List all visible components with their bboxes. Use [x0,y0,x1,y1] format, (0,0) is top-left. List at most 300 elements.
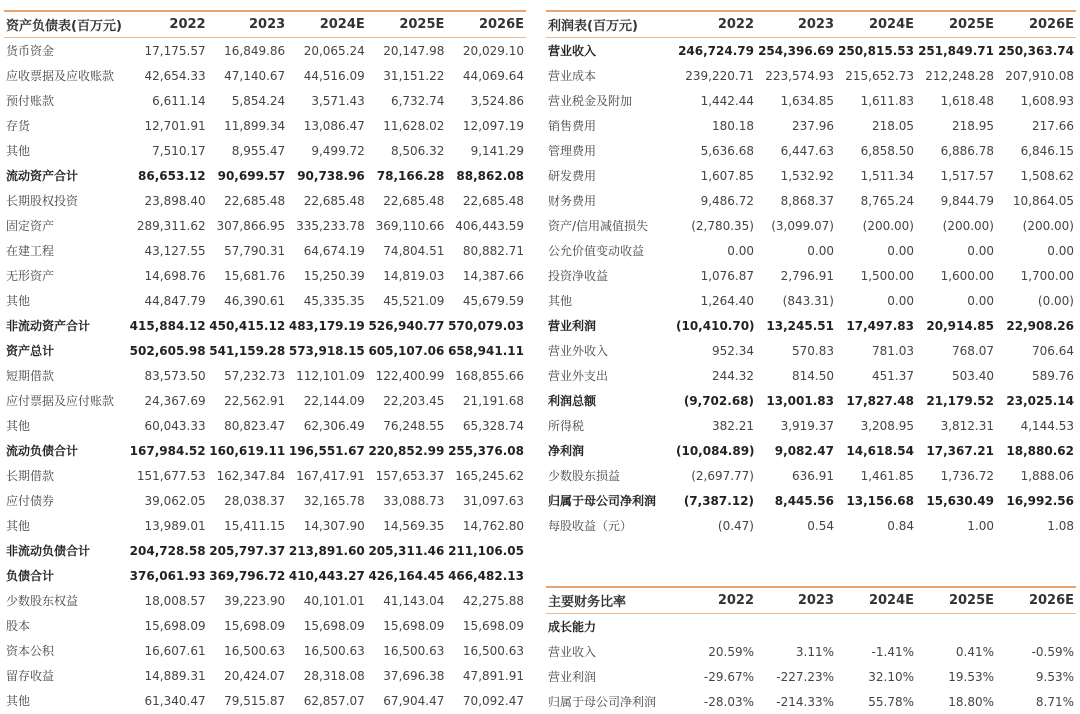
row-label: 营业外收入 [548,344,609,358]
ratios-rows [546,639,1076,714]
row-value: 28,318.08 [303,668,365,683]
row-value: 246,724.79 [678,43,754,58]
table-row [546,163,1076,188]
income-statement-panel [546,10,1076,538]
row-value: 4,144.53 [1020,418,1074,433]
row-value: 21,191.68 [462,393,524,408]
ratios-panel [546,586,1076,714]
row-label: 非流动资产合计 [6,319,91,333]
row-value: (200.00) [1022,218,1074,233]
row-value: 376,061.93 [129,568,206,583]
row-value: 1,076.87 [700,268,754,283]
row-value: 20.59% [708,644,754,659]
row-label: 流动负债合计 [6,444,79,458]
income-year: 2024E [836,11,916,38]
income-title: 利润表(百万元) [546,11,676,38]
row-label: 应收票据及应收账款 [6,69,115,83]
row-value: 0.41% [955,644,994,659]
row-value: -214.33% [776,694,834,709]
income-year: 2022 [676,11,756,38]
row-value: 0.00 [967,293,994,308]
table-row [4,238,526,263]
row-value: 43,127.55 [144,243,206,258]
row-value: 24,367.69 [144,393,206,408]
row-value: 450,415.12 [209,318,286,333]
row-value: 1,508.62 [1020,168,1074,183]
row-label: 存货 [6,119,31,133]
row-value: 31,151.22 [383,68,445,83]
row-value: 8,765.24 [860,193,914,208]
row-value: 55.78% [868,694,914,709]
row-value: 573,918.15 [288,343,365,358]
row-value: 8,445.56 [774,493,834,508]
row-value: 589.76 [1032,368,1074,383]
row-value: (843.31) [782,293,834,308]
row-label: 研发费用 [548,169,597,183]
row-value: 503.40 [952,368,994,383]
row-value: 1.08 [1047,518,1074,533]
row-label: 流动资产合计 [6,169,79,183]
row-value: 251,849.71 [918,43,994,58]
row-value: 502,605.98 [129,343,206,358]
row-value: 20,424.07 [224,668,286,683]
row-value: 45,521.09 [383,293,445,308]
row-value: 250,815.53 [838,43,914,58]
row-value: 62,857.07 [303,693,365,708]
row-value: 6,732.74 [390,93,445,108]
row-value: 9,082.47 [774,443,834,458]
table-row [546,513,1076,538]
row-value: 46,390.61 [224,293,286,308]
row-label: 销售费用 [548,119,597,133]
row-value: 70,092.47 [462,693,524,708]
row-value: 18,008.57 [144,593,206,608]
row-label: 长期股权投资 [6,194,79,208]
table-row [4,313,526,338]
row-value: 21,179.52 [926,393,994,408]
row-label: 资产/信用减值损失 [548,219,649,233]
row-value: 20,065.24 [303,43,365,58]
row-value: 636.91 [792,468,834,483]
row-label: 股本 [6,619,31,633]
row-value: 254,396.69 [758,43,834,58]
table-row [4,488,526,513]
row-value: 9,141.29 [470,143,524,158]
row-value: 40,101.01 [303,593,365,608]
row-value: 90,738.96 [297,168,365,183]
row-value: 39,062.05 [144,493,206,508]
row-value: 205,311.46 [368,543,445,558]
row-value: 160,619.11 [209,443,286,458]
row-value: 207,910.08 [1005,68,1074,83]
row-value: 32.10% [868,669,914,684]
row-value: 0.84 [887,518,914,533]
row-label: 营业收入 [548,645,597,659]
row-value: 0.00 [807,243,834,258]
balance-body [4,38,526,714]
balance-sheet-panel [4,10,526,713]
ratios-year: 2024E [836,587,916,614]
row-value: -28.03% [703,694,754,709]
row-value: 570.83 [792,343,834,358]
row-value: 8,955.47 [231,143,286,158]
table-row [546,689,1076,714]
row-value: 0.00 [727,243,754,258]
row-value: 570,079.03 [448,318,524,333]
row-value: 112,101.09 [296,368,365,383]
row-value: 244.32 [712,368,754,383]
row-value: 167,417.91 [296,468,365,483]
table-row [4,613,526,638]
ratios-table [546,586,1076,714]
row-value: -29.67% [703,669,754,684]
row-value: 15,698.09 [144,618,206,633]
row-value: 250,363.74 [998,43,1074,58]
row-value: 13,001.83 [766,393,834,408]
row-value: 16,992.56 [1006,493,1074,508]
table-row [4,688,526,713]
row-value: 39,223.90 [224,593,286,608]
row-value: 22,685.48 [462,193,524,208]
row-value: 0.00 [967,243,994,258]
row-value: 406,443.59 [455,218,524,233]
row-label: 资本公积 [6,644,55,658]
row-value: 8,506.32 [390,143,445,158]
row-value: 65,328.74 [462,418,524,433]
row-value: 658,941.11 [448,343,524,358]
row-value: 1,736.72 [940,468,994,483]
row-value: 16,500.63 [383,643,445,658]
row-label: 营业利润 [548,670,597,684]
row-value: 6,611.14 [152,93,206,108]
row-value: 15,698.09 [462,618,524,633]
row-value: 1,608.93 [1020,93,1074,108]
row-label: 管理费用 [548,144,597,158]
row-value: 60,043.33 [144,418,206,433]
row-value: 0.00 [887,293,914,308]
table-row [546,238,1076,263]
row-value: 211,106.05 [448,543,524,558]
row-label: 归属于母公司净利润 [548,695,657,709]
row-label: 其他 [6,519,31,533]
row-value: 220,852.99 [368,443,445,458]
table-row [546,388,1076,413]
table-row [4,138,526,163]
row-value: 541,159.28 [209,343,286,358]
row-label: 少数股东权益 [6,594,79,608]
row-value: 22,908.26 [1006,318,1074,333]
row-value: 8.71% [1035,694,1074,709]
row-value: 466,482.13 [448,568,524,583]
row-value: 83,573.50 [144,368,206,383]
table-row [546,288,1076,313]
row-value: 57,790.31 [224,243,286,258]
table-row [4,513,526,538]
balance-year: 2024E [287,11,367,38]
row-value: 67,904.47 [383,693,445,708]
income-statement-table [546,10,1076,538]
balance-year: 2022 [128,11,208,38]
row-value: 12,097.19 [462,118,524,133]
row-value: (0.00) [1037,293,1074,308]
row-value: 237.96 [792,118,834,133]
row-value: 18.80% [948,694,994,709]
row-value: 165,245.62 [455,468,524,483]
row-label: 其他 [548,294,573,308]
row-value: 369,796.72 [209,568,286,583]
row-value: 1,634.85 [780,93,834,108]
row-label: 利润总额 [548,394,597,408]
table-row [4,213,526,238]
row-value: 10,864.05 [1012,193,1074,208]
row-value: 255,376.08 [448,443,524,458]
row-value: -0.59% [1031,644,1074,659]
ratios-section-row [546,614,1076,640]
row-value: 47,891.91 [462,668,524,683]
row-value: 14,889.31 [144,668,206,683]
ratios-body [546,614,1076,640]
row-value: 369,110.66 [375,218,445,233]
row-value: 217.66 [1032,118,1074,133]
row-label: 货币资金 [6,44,55,58]
row-value: (200.00) [942,218,994,233]
row-label: 营业外支出 [548,369,609,383]
row-value: 1,611.83 [860,93,914,108]
row-value: 426,164.45 [368,568,445,583]
row-value: 90,699.57 [217,168,286,183]
table-row [4,463,526,488]
row-value: 11,628.02 [383,118,445,133]
row-value: 1,461.85 [860,468,914,483]
table-row [546,488,1076,513]
row-value: 23,025.14 [1006,393,1074,408]
row-label: 在建工程 [6,244,55,258]
table-row [4,338,526,363]
row-label: 应付债券 [6,494,55,508]
row-label: 其他 [6,694,31,708]
row-value: 5,854.24 [231,93,286,108]
row-value: 31,097.63 [462,493,524,508]
row-label: 营业利润 [548,319,597,333]
row-value: 13,156.68 [846,493,914,508]
table-row [4,438,526,463]
row-label: 营业税金及附加 [548,94,633,108]
row-value: 57,232.73 [224,368,286,383]
row-value: 14,387.66 [462,268,524,283]
row-value: 16,500.63 [303,643,365,658]
row-value: 41,143.04 [383,593,445,608]
row-value: 74,804.51 [383,243,445,258]
row-value: 15,698.09 [303,618,365,633]
table-row [4,63,526,88]
row-value: 17,367.21 [926,443,994,458]
row-label: 资产总计 [6,344,55,358]
table-row [4,88,526,113]
row-value: 32,165.78 [303,493,365,508]
row-value: 14,698.76 [144,268,206,283]
row-value: 44,069.64 [462,68,524,83]
row-label: 预付账款 [6,94,55,108]
table-row [546,188,1076,213]
row-value: 6,886.78 [940,143,994,158]
row-value: 16,500.63 [224,643,286,658]
row-label: 归属于母公司净利润 [548,494,657,508]
table-row [546,113,1076,138]
row-value: (2,697.77) [691,468,754,483]
row-value: 218.05 [872,118,914,133]
row-value: (200.00) [862,218,914,233]
row-value: 215,652.73 [845,68,914,83]
row-value: 15,681.76 [224,268,286,283]
row-value: -227.23% [776,669,834,684]
row-value: 239,220.71 [685,68,754,83]
row-value: 768.07 [952,343,994,358]
row-value: 13,989.01 [144,518,206,533]
table-row [4,38,526,64]
row-value: 17,827.48 [846,393,914,408]
row-value: 952.34 [712,343,754,358]
table-row [4,388,526,413]
row-value: 42,654.33 [144,68,206,83]
ratios-year: 2025E [916,587,996,614]
table-row [4,663,526,688]
row-value: 42,275.88 [462,593,524,608]
row-value: 204,728.58 [129,543,206,558]
row-value: 0.00 [1047,243,1074,258]
row-label: 营业收入 [548,44,597,58]
row-label: 少数股东损益 [548,469,621,483]
row-value: 526,940.77 [368,318,445,333]
row-label: 净利润 [548,444,585,458]
table-row [546,338,1076,363]
row-label: 非流动负债合计 [6,544,91,558]
table-row [546,363,1076,388]
row-value: 1,618.48 [940,93,994,108]
row-value: 9,486.72 [700,193,754,208]
row-value: -1.41% [871,644,914,659]
row-value: 205,797.37 [209,543,286,558]
row-value: 157,653.37 [375,468,445,483]
row-value: (10,084.89) [676,443,755,458]
row-value: 162,347.84 [216,468,286,483]
balance-year: 2025E [367,11,447,38]
balance-header-row [4,11,526,38]
row-value: 17,175.57 [144,43,206,58]
row-value: 14,819.03 [383,268,445,283]
row-value: (9,702.68) [683,393,754,408]
row-value: 6,858.50 [860,143,914,158]
row-label: 其他 [6,419,31,433]
row-value: 78,166.28 [376,168,445,183]
row-value: 1.00 [967,518,994,533]
row-value: 8,868.37 [780,193,834,208]
table-row [546,413,1076,438]
ratios-title: 主要财务比率 [546,587,676,614]
table-row [546,313,1076,338]
balance-year: 2023 [208,11,288,38]
row-value: 212,248.28 [925,68,994,83]
row-value: 1,511.34 [860,168,914,183]
row-value: (7,387.12) [683,493,754,508]
row-label: 无形资产 [6,269,55,283]
row-value: 483,179.19 [288,318,365,333]
row-value: 307,866.95 [216,218,286,233]
table-row [546,438,1076,463]
row-value: 814.50 [792,368,834,383]
row-value: 15,698.09 [383,618,445,633]
income-year: 2026E [996,11,1076,38]
row-value: 45,679.59 [462,293,524,308]
row-value: 22,685.48 [383,193,445,208]
row-label: 所得税 [548,419,585,433]
row-value: 1,500.00 [860,268,914,283]
row-value: 1,888.06 [1020,468,1074,483]
row-value: 1,442.44 [700,93,754,108]
row-value: 76,248.55 [383,418,445,433]
table-row [4,288,526,313]
row-value: 9.53% [1035,669,1074,684]
row-value: 13,086.47 [303,118,365,133]
ratios-header-row [546,587,1076,614]
row-value: 223,574.93 [765,68,834,83]
row-value: 64,674.19 [303,243,365,258]
row-value: 61,340.47 [144,693,206,708]
table-row [546,38,1076,64]
row-label: 其他 [6,144,31,158]
row-value: 16,607.61 [144,643,206,658]
row-label: 其他 [6,294,31,308]
table-row [4,588,526,613]
row-value: 22,685.48 [303,193,365,208]
row-value: 15,250.39 [303,268,365,283]
row-value: 22,562.91 [224,393,286,408]
table-row [546,639,1076,664]
row-value: 3,524.86 [470,93,524,108]
row-value: 14,762.80 [462,518,524,533]
row-value: 781.03 [872,343,914,358]
row-value: 218.95 [952,118,994,133]
row-label: 财务费用 [548,194,597,208]
row-value: 16,500.63 [462,643,524,658]
table-row [546,63,1076,88]
row-value: 451.37 [872,368,914,383]
ratios-section-label: 成长能力 [548,620,597,634]
row-value: 22,685.48 [224,193,286,208]
row-value: 19.53% [948,669,994,684]
row-value: 5,636.68 [700,143,754,158]
table-row [546,213,1076,238]
row-value: 13,245.51 [766,318,834,333]
row-value: 168,855.66 [455,368,524,383]
row-value: 20,029.10 [462,43,524,58]
row-value: 22,203.45 [383,393,445,408]
row-value: 6,447.63 [780,143,834,158]
row-value: 80,823.47 [224,418,286,433]
income-year: 2025E [916,11,996,38]
table-row [4,538,526,563]
income-year: 2023 [756,11,836,38]
row-value: 44,847.79 [144,293,206,308]
balance-sheet-table [4,10,526,713]
row-value: 2,796.91 [780,268,834,283]
row-value: 15,630.49 [926,493,994,508]
row-value: 335,233.78 [296,218,365,233]
row-value: 3,812.31 [940,418,994,433]
ratios-year: 2026E [996,587,1076,614]
table-row [4,163,526,188]
table-row [4,413,526,438]
row-value: 44,516.09 [303,68,365,83]
